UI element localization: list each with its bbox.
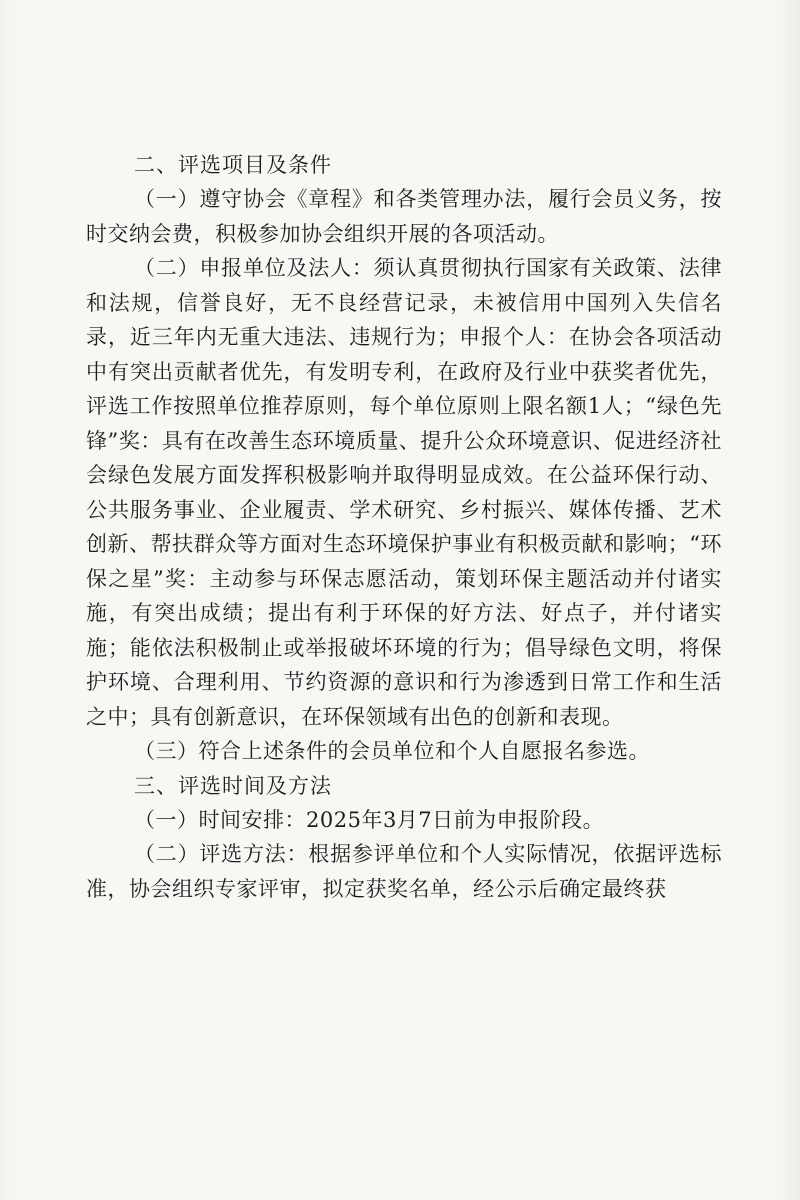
document-body (86, 148, 722, 906)
paragraph-text: （二）申报单位及法人：须认真贯彻执行国家有关政策、法律和法规，信誉良好，无不良经营记录，未被信用中国列入失信名录，近三年内无重大违法、违规行为；申报个人：在协会各项活动中有突出贡献者优先，有发明专利，在政府及行业中获奖者优先，评选工作按照单位推荐原则，每个单位原则上限名额1人；“绿色先锋”奖：具有在改善生态环境质量、提升公众环境意识、促进经济社会绿色发展方面发挥积极影响并取得明显成效。在公益环保行动、公共服务事业、企业履责、学术研究、乡村振兴、媒体传播、艺术创新、帮扶群众等方面对生态环境保护事业有积极贡献和影响；“环保之星”奖：主动参与环保志愿活动，策划环保主题活动并付诸实施，有突出成绩；提出有利于环保的好方法、好点子，并付诸实施；能依法积极制止或举报破坏环境的行为；倡导绿色文明，将保护环境、合理利用、节约资源的意识和行为渗透到日常工作和生活之中；具有创新意识，在环保领域有出色的创新和表现。 (86, 256, 722, 729)
paragraph-time-arrangement (86, 803, 722, 838)
paragraph-application-requirements (86, 251, 722, 734)
paragraph-evaluation-method (86, 837, 722, 906)
paragraph-text: （一）遵守协会《章程》和各类管理办法，履行会员义务，按时交纳会费，积极参加协会组织开展的各项活动。 (86, 187, 722, 246)
paragraph-text: （二）评选方法：根据参评单位和个人实际情况，依据评选标准，协会组织专家评审，拟定获奖名单，经公示后确定最终获 (86, 842, 722, 901)
paragraph-text: （一）时间安排：2025年3月7日前为申报阶段。 (134, 807, 605, 832)
paragraph-voluntary-registration (86, 734, 722, 769)
section-heading-time-and-method: 三、评选时间及方法 (134, 773, 332, 798)
section-heading-evaluation-items: 二、评选项目及条件 (134, 153, 332, 177)
paragraph-text: （三）符合上述条件的会员单位和个人自愿报名参选。 (134, 739, 650, 763)
paragraph-membership-obligations (86, 182, 722, 251)
